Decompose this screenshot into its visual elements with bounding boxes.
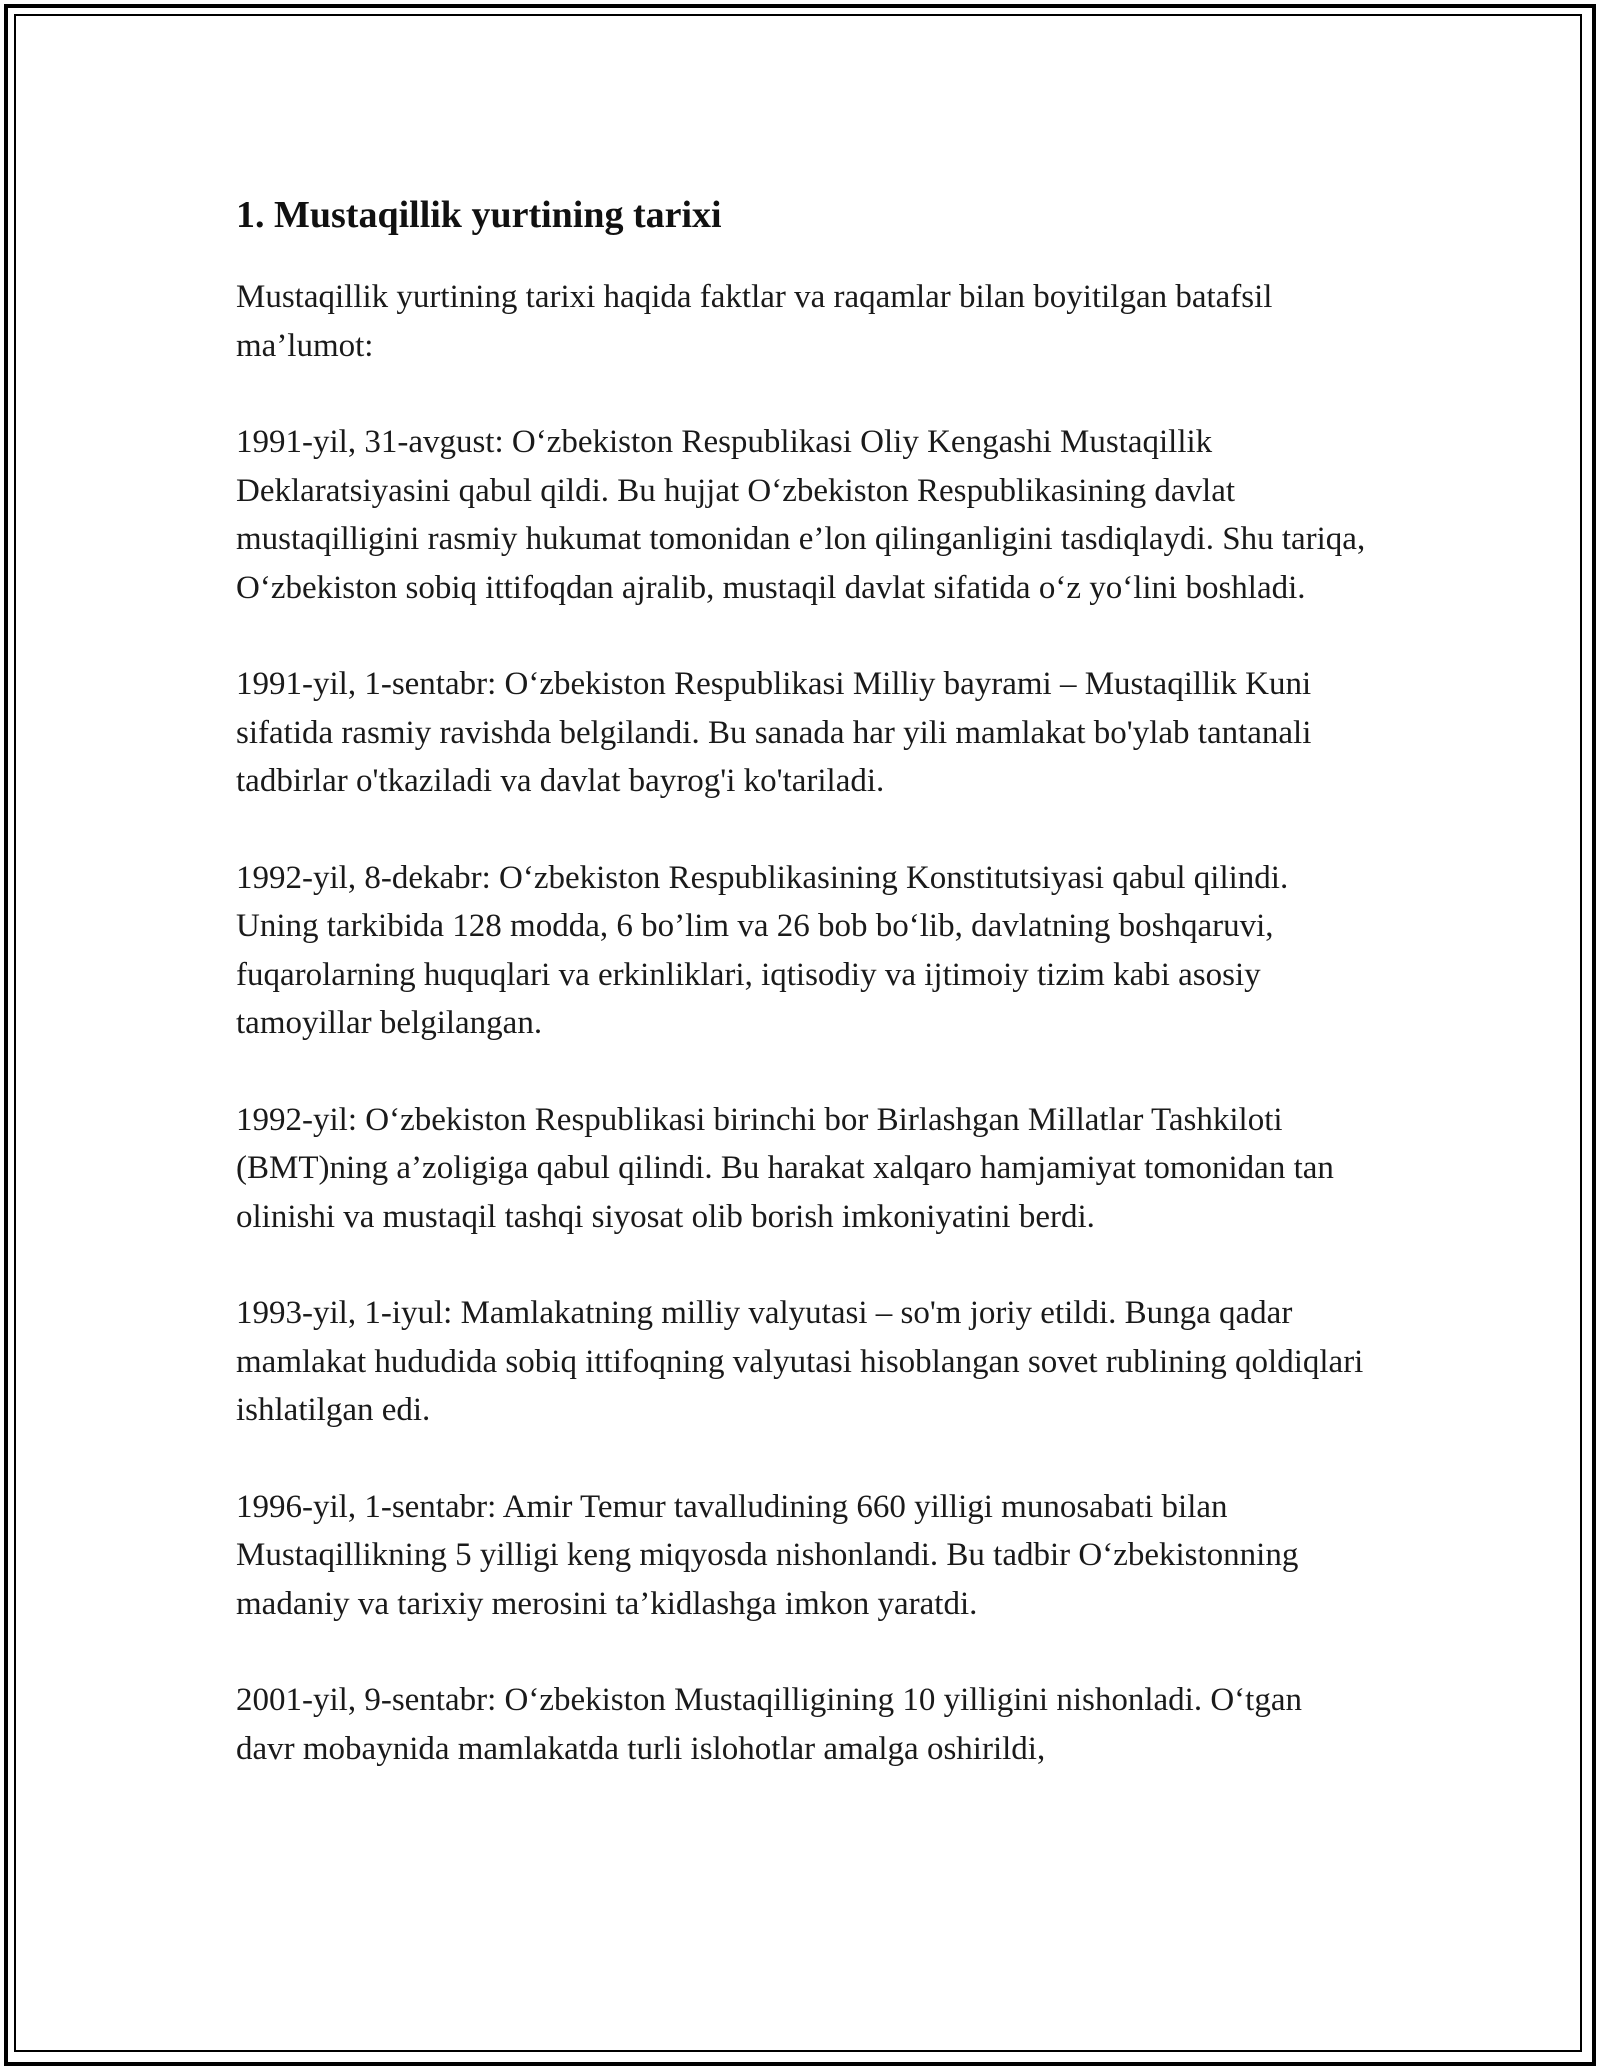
paragraph-2001-september: 2001-yil, 9-sentabr: O‘zbekiston Mustaqilligining 10 yilligini nishonladi. O‘tgan davr mobaynida mamlakatda turli islohotlar amalga oshirildi, <box>236 1682 1302 1767</box>
section-heading: 1. Mustaqillik yurtining tarixi <box>236 194 722 236</box>
paragraph-1991-september: 1991-yil, 1-sentabr: O‘zbekiston Respublikasi Milliy bayrami – Mustaqillik Kuni sifatida rasmiy ravishda belgilandi. Bu sanada har yili mamlakat bo'ylab tantanali tadbirlar o'tkaziladi va davlat bayrog'i ko'tariladi. <box>236 666 1312 799</box>
paragraph-1992-december: 1992-yil, 8-dekabr: O‘zbekiston Respublikasining Konstitutsiyasi qabul qilindi. Uning tarkibida 128 modda, 6 bo’lim va 26 bob bo‘lib, davlatning boshqaruvi, fuqarolarning huquqlari va erkinliklari, iqtisodiy va ijtimoiy tizim kabi asosiy tamoyillar belgilangan. <box>236 859 1289 1041</box>
document-body <box>236 185 1366 1821</box>
paragraph-1991-august: 1991-yil, 31-avgust: O‘zbekiston Respublikasi Oliy Kengashi Mustaqillik Deklaratsiyasini qabul qildi. Bu hujjat O‘zbekiston Respublikasining davlat mustaqilligini rasmiy hukumat tomonidan e’lon qilinganligini tasdiqlaydi. Shu tariqa, O‘zbekiston sobiq ittifoqdan ajralib, mustaqil davlat sifatida o‘z yo‘lini boshladi. <box>236 424 1366 606</box>
paragraph-1992-un: 1992-yil: O‘zbekiston Respublikasi birinchi bor Birlashgan Millatlar Tashkiloti (BMT)ning a’zoligiga qabul qilindi. Bu harakat xalqaro hamjamiyat tomonidan tan olinishi va mustaqil tashqi siyosat olib borish imkoniyatini berdi. <box>236 1101 1334 1235</box>
paragraph-1993-july: 1993-yil, 1-iyul: Mamlakatning milliy valyutasi – so'm joriy etildi. Bunga qadar mamlakat hududida sobiq ittifoqning valyutasi hisoblangan sovet rublining qoldiqlari ishlatilgan edi. <box>236 1295 1364 1428</box>
paragraph-1996-september: 1996-yil, 1-sentabr: Amir Temur tavalludining 660 yilligi munosabati bilan Mustaqillikning 5 yilligi keng miqyosda nishonlandi. Bu tadbir O‘zbekistonning madaniy va tarixiy merosini ta’kidlashga imkon yaratdi. <box>236 1488 1299 1622</box>
paragraph-intro: Mustaqillik yurtining tarixi haqida faktlar va raqamlar bilan boyitilgan batafsil ma’lumot: <box>236 279 1273 364</box>
